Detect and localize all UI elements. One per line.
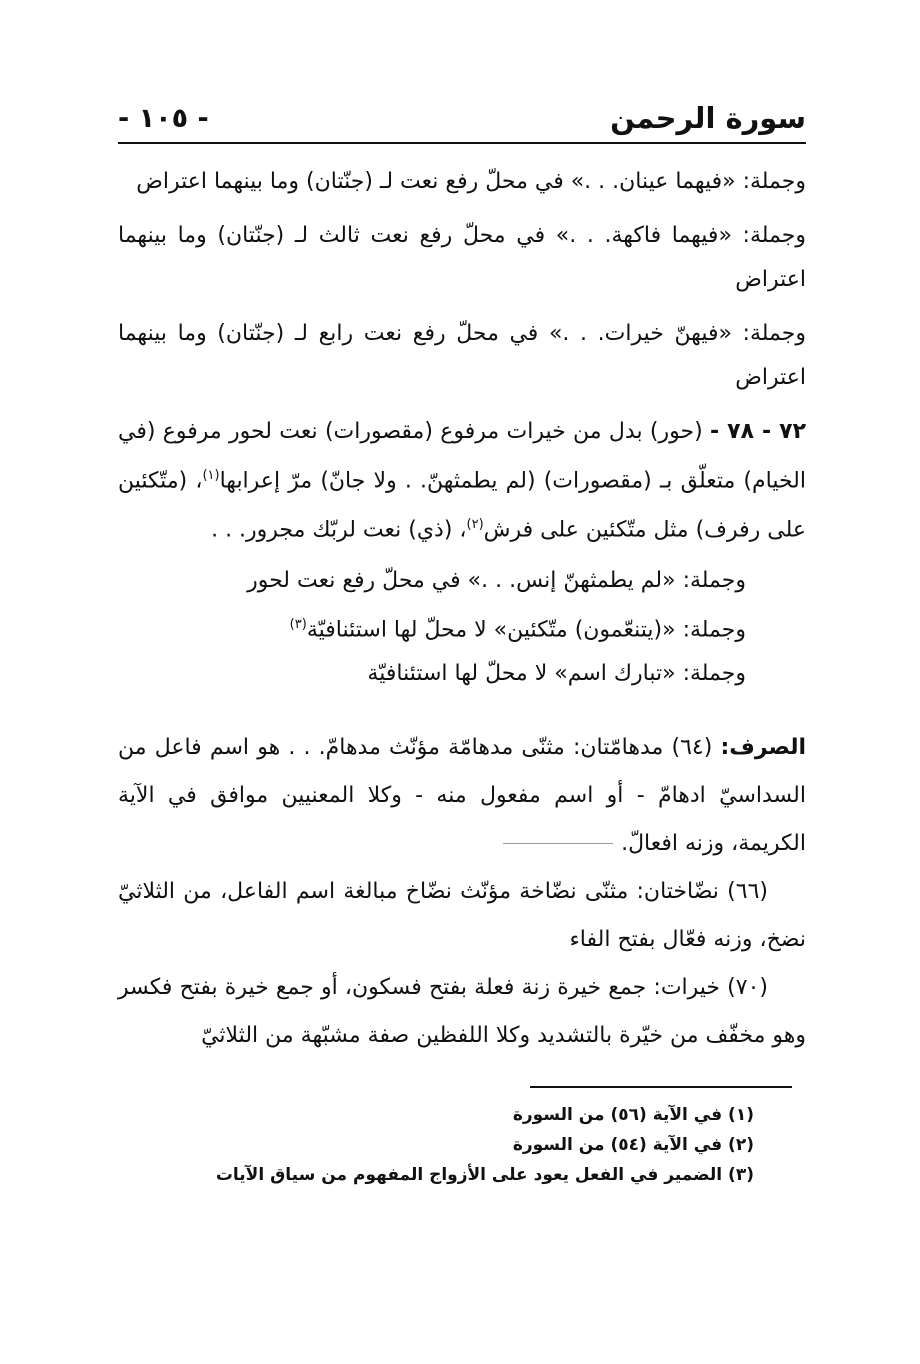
- footnote-ref-1: (١): [202, 468, 220, 483]
- footnote-ref-3: (٣): [289, 616, 307, 632]
- sub-sentences: [118, 561, 746, 694]
- sarf-text-1: (٦٤) مدهامّتان: مثنّى مدهامّة مؤنّث مدهامّ. . . هو اسم فاعل من السداسيّ ادهامّ - أو اسم مفعول منه - وكلا المعنيين موافق في الآية الكريمة، وزنه افعالّ.: [118, 734, 806, 856]
- verse-text-b: ، (متّكئين على رفرف) مثل متّكئين على فرش: [118, 468, 806, 543]
- jumla-line-3: وجملة: «فيهنّ خيرات. . .» في محلّ رفع نعت رابع لـ (جنّتان) وما بينهما اعتراض: [118, 321, 806, 390]
- verse-text-c: ، (ذي) نعت لربّك مجرور. . .: [211, 517, 467, 543]
- sarf-paragraph-3: (٧٠) خيرات: جمع خيرة زنة فعلة بفتح فسكون، أو جمع خيرة بفتح فكسر وهو مخفّف من خيّرة بالتشديد وكلا اللفظين صفة مشبّهة من الثلاثيّ: [118, 974, 806, 1048]
- sarf-paragraph-1: [118, 724, 806, 868]
- jumla-line-1: وجملة: «فيهما عينان. . .» في محلّ رفع نعت لـ (جنّتان) وما بينهما اعتراض: [136, 169, 806, 194]
- footnote-2: (٢) في الآية (٥٤) من السورة: [512, 1135, 754, 1155]
- sub-sentence-3: وجملة: «تبارك اسم» لا محلّ لها استئنافيّة: [367, 660, 746, 686]
- dotted-separator: [503, 843, 613, 844]
- footnote-divider: [530, 1086, 792, 1088]
- sub-sentence-2: [118, 605, 746, 650]
- footnotes: [118, 1100, 754, 1190]
- verse-text-a: (حور) بدل من خيرات مرفوع (مقصورات) نعت لحور مرفوع (في الخيام) متعلّق بـ (مقصورات) (لم يطمثهنّ. . ولا جانّ) مرّ إعرابها: [118, 419, 806, 494]
- footnote-ref-2: (٢): [466, 517, 484, 533]
- header-divider: [118, 142, 806, 144]
- jumla-line-2: وجملة: «فيهما فاكهة. . .» في محلّ رفع نعت ثالث لـ (جنّتان) وما بينهما اعتراض: [118, 223, 806, 292]
- page-header: [118, 98, 806, 138]
- sarf-label: الصرف:: [720, 734, 807, 760]
- footnote-1: (١) في الآية (٥٦) من السورة: [512, 1105, 754, 1125]
- verse-range: ٧٢ - ٧٨ -: [710, 419, 806, 444]
- page-number: - ١٠٥ -: [118, 102, 209, 134]
- surah-title: سورة الرحمن: [610, 101, 806, 135]
- footnote-3: (٣) الضمير في الفعل يعود على الأزواج المفهوم من سياق الآيات: [215, 1165, 754, 1185]
- sarf-paragraph-2: (٦٦) نضّاختان: مثنّى نضّاخة مؤنّث نضّاخ مبالغة اسم الفاعل، من الثلاثيّ نضخ، وزنه فعّال بفتح الفاء: [118, 878, 806, 952]
- sub-sentence-2-text: وجملة: «(يتنعّمون) متّكئين» لا محلّ لها استئنافيّة: [306, 616, 746, 642]
- sub-sentence-1: وجملة: «لم يطمثهنّ إنس. . .» في محلّ رفع نعت لحور: [247, 567, 746, 593]
- page-body: [118, 160, 806, 1060]
- verse-block: [118, 410, 806, 553]
